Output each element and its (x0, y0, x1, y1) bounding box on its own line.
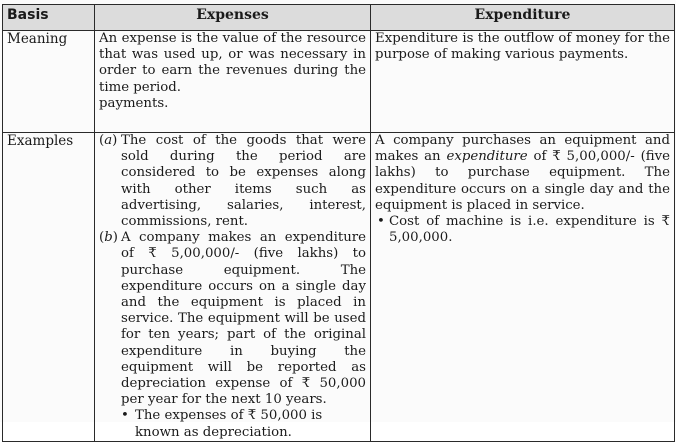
example-a (99, 133, 366, 230)
header-basis: Basis (3, 5, 95, 31)
header-expenditure: Expenditure (371, 5, 675, 31)
example-b-label: (b) (99, 230, 118, 246)
expenses-examples (95, 133, 371, 442)
expenditure-bullet (375, 214, 670, 246)
expenses-meaning-text: An expense is the value of the resource that was used up, or was necessary in order to earn the revenues during the time period. (99, 31, 366, 95)
example-b (99, 230, 366, 408)
header-row (3, 5, 675, 31)
table-row (3, 31, 675, 133)
row-basis-examples: Examples (3, 133, 95, 442)
expenses-bullet (99, 408, 366, 440)
bullet-icon: • (121, 408, 129, 424)
expenses-meaning (95, 31, 371, 133)
expenditure-bullet-text: Cost of machine is i.e. expenditure is ₹ 5,00,000. (389, 214, 670, 246)
example-a-label: (a) (99, 133, 118, 148)
expenditure-examples (371, 133, 675, 442)
example-a-text: The cost of the goods that were sold during the period are considered to be expenses along with other items such as advertising, salaries, interest, commissions, rent. (121, 133, 366, 230)
example-b-text: A company makes an expenditure of ₹ 5,00,000/- (five lakhs) to purchase equipment. The expenditure occurs on a single day and the equipment is placed in service. The equipment will be used for ten years; part of the original expenditure in buying the equipment will be reported as depreciation expense of ₹ 50,000 per year for the next 10 years. (121, 230, 366, 408)
expenses-meaning-extra: payments. (99, 95, 169, 111)
expenditure-emphasis: expenditure (446, 149, 528, 165)
expenditure-example-text: A company purchases an equipment and makes an expenditure of ₹ 5,00,000/- (five lakhs) to purchase equipment. The expenditure occurs on a single day and the equipment is placed in service. (375, 133, 671, 213)
row-basis-meaning: Meaning (3, 31, 95, 133)
comparison-table (2, 4, 675, 442)
bullet-icon: • (377, 214, 385, 230)
expenditure-meaning (371, 31, 675, 133)
header-expenses: Expenses (95, 5, 371, 31)
expenses-bullet-text: The expenses of ₹ 50,000 is known as depreciation. (135, 408, 323, 440)
table-row (3, 133, 675, 442)
expenditure-meaning-text: Expenditure is the outflow of money for the purpose of making various payments. (375, 31, 670, 63)
